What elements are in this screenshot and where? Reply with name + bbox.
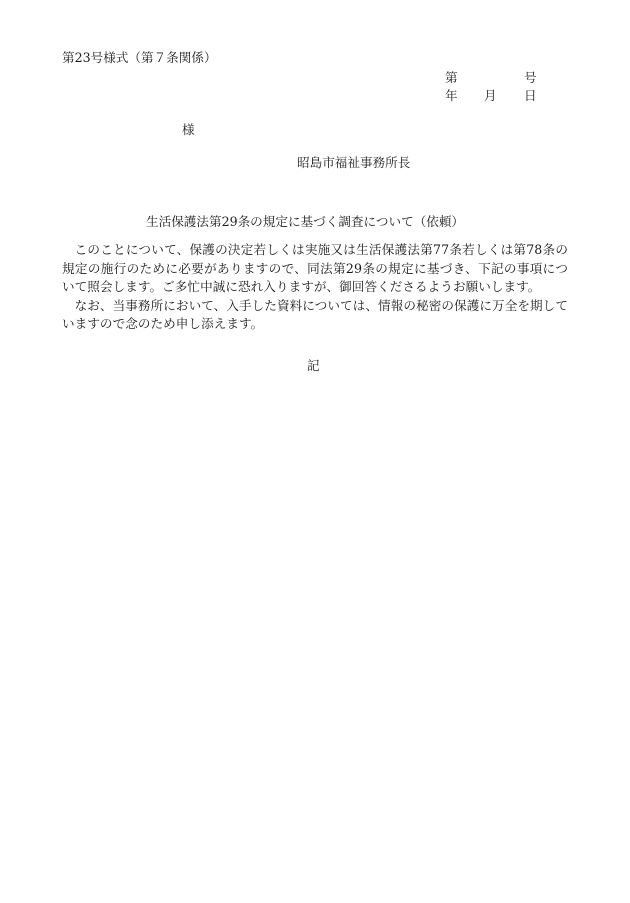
- date-day-label: 日: [524, 88, 537, 103]
- date-year-label: 年: [445, 88, 458, 103]
- document-body: [62, 241, 568, 334]
- body-paragraph-2: なお、当事務所において、入手した資料については、情報の秘密の保護に万全を期していますので念のため申し添えます。: [62, 297, 568, 331]
- form-identifier: 第23号様式（第７条関係）: [62, 50, 217, 65]
- date-month-label: 月: [484, 88, 497, 103]
- document-number-suffix: 号: [524, 70, 537, 85]
- sender-name: 昭島市福祉事務所長: [297, 155, 411, 170]
- document-number-prefix: 第: [445, 70, 458, 85]
- document-subject: 生活保護法第29条の規定に基づく調査について（依頼）: [146, 214, 465, 229]
- ki-marker: 記: [307, 358, 320, 373]
- addressee-honorific: 様: [182, 122, 195, 137]
- body-paragraph-1: このことについて、保護の決定若しくは実施又は生活保護法第77条若しくは第78条の規定の施行のために必要がありますので、同法第29条の規定に基づき、下記の事項について照会します。ご多忙中誠に恐れ入りますが、御回答くださるようお願いします。: [62, 242, 568, 294]
